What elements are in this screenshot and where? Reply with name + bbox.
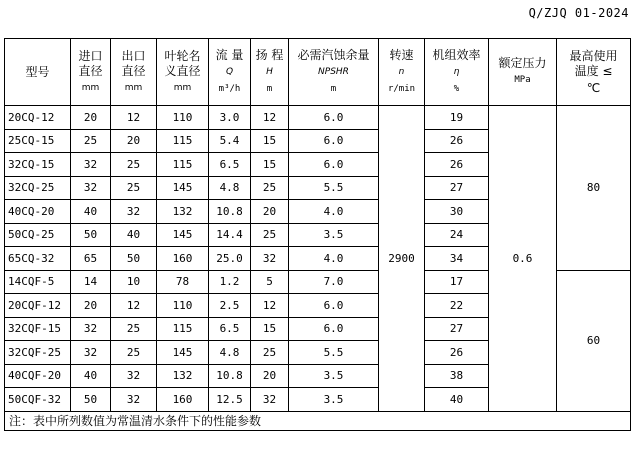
impeller-cell: 132	[157, 364, 209, 388]
inlet-cell: 32	[71, 317, 111, 341]
inlet-cell: 40	[71, 200, 111, 224]
head-cell: 5	[251, 270, 289, 294]
head-cell: 20	[251, 364, 289, 388]
efficiency-cell: 40	[425, 388, 489, 412]
header-pressure: 额定压力 MPa	[489, 39, 557, 106]
inlet-cell: 14	[71, 270, 111, 294]
header-model: 型号	[5, 39, 71, 106]
head-cell: 15	[251, 317, 289, 341]
outlet-cell: 25	[111, 176, 157, 200]
impeller-cell: 145	[157, 223, 209, 247]
npsh-cell: 4.0	[289, 247, 379, 271]
npsh-cell: 6.0	[289, 106, 379, 130]
outlet-cell: 25	[111, 153, 157, 177]
impeller-cell: 115	[157, 153, 209, 177]
head-cell: 25	[251, 176, 289, 200]
inlet-cell: 50	[71, 223, 111, 247]
efficiency-cell: 26	[425, 341, 489, 365]
header-speed: 转速 n r/min	[379, 39, 425, 106]
npsh-cell: 7.0	[289, 270, 379, 294]
impeller-cell: 145	[157, 176, 209, 200]
model-cell: 25CQ-15	[5, 129, 71, 153]
outlet-cell: 20	[111, 129, 157, 153]
head-cell: 25	[251, 341, 289, 365]
inlet-cell: 32	[71, 153, 111, 177]
model-cell: 32CQ-15	[5, 153, 71, 177]
head-cell: 25	[251, 223, 289, 247]
inlet-cell: 65	[71, 247, 111, 271]
npsh-cell: 3.5	[289, 364, 379, 388]
npsh-cell: 5.5	[289, 176, 379, 200]
head-cell: 15	[251, 129, 289, 153]
flow-cell: 10.8	[209, 200, 251, 224]
footnote: 注：表中所列数值为常温清水条件下的性能参数	[5, 411, 631, 430]
npsh-cell: 6.0	[289, 317, 379, 341]
header-head: 扬 程 H m	[251, 39, 289, 106]
outlet-cell: 32	[111, 200, 157, 224]
outlet-cell: 25	[111, 317, 157, 341]
efficiency-cell: 19	[425, 106, 489, 130]
npsh-cell: 4.0	[289, 200, 379, 224]
flow-cell: 4.8	[209, 176, 251, 200]
model-cell: 14CQF-5	[5, 270, 71, 294]
flow-cell: 4.8	[209, 341, 251, 365]
npsh-cell: 5.5	[289, 341, 379, 365]
header-inlet: 进口 直径 mm	[71, 39, 111, 106]
flow-cell: 6.5	[209, 317, 251, 341]
header-impeller: 叶轮名 义直径 mm	[157, 39, 209, 106]
npsh-cell: 3.5	[289, 223, 379, 247]
header-temperature: 最高使用 温度 ≤ ℃	[557, 39, 631, 106]
head-cell: 20	[251, 200, 289, 224]
temperature-cq-cell: 80	[557, 106, 631, 271]
efficiency-cell: 38	[425, 364, 489, 388]
flow-cell: 14.4	[209, 223, 251, 247]
impeller-cell: 160	[157, 247, 209, 271]
efficiency-cell: 26	[425, 129, 489, 153]
flow-cell: 6.5	[209, 153, 251, 177]
impeller-cell: 110	[157, 106, 209, 130]
header-outlet: 出口 直径 mm	[111, 39, 157, 106]
model-cell: 65CQ-32	[5, 247, 71, 271]
inlet-cell: 32	[71, 341, 111, 365]
model-cell: 40CQ-20	[5, 200, 71, 224]
temperature-cqf-cell: 60	[557, 270, 631, 411]
table-row	[5, 106, 631, 130]
impeller-cell: 145	[157, 341, 209, 365]
flow-cell: 12.5	[209, 388, 251, 412]
model-cell: 32CQ-25	[5, 176, 71, 200]
npsh-cell: 3.5	[289, 388, 379, 412]
efficiency-cell: 30	[425, 200, 489, 224]
efficiency-cell: 27	[425, 317, 489, 341]
efficiency-cell: 27	[425, 176, 489, 200]
header-row	[5, 39, 631, 106]
efficiency-cell: 17	[425, 270, 489, 294]
model-cell: 20CQF-12	[5, 294, 71, 318]
inlet-cell: 20	[71, 294, 111, 318]
flow-cell: 2.5	[209, 294, 251, 318]
npsh-cell: 6.0	[289, 129, 379, 153]
outlet-cell: 12	[111, 106, 157, 130]
model-cell: 32CQF-15	[5, 317, 71, 341]
flow-cell: 1.2	[209, 270, 251, 294]
model-cell: 50CQF-32	[5, 388, 71, 412]
model-cell: 20CQ-12	[5, 106, 71, 130]
impeller-cell: 78	[157, 270, 209, 294]
model-cell: 50CQ-25	[5, 223, 71, 247]
efficiency-cell: 26	[425, 153, 489, 177]
head-cell: 12	[251, 294, 289, 318]
outlet-cell: 50	[111, 247, 157, 271]
efficiency-cell: 24	[425, 223, 489, 247]
pump-performance-table	[4, 38, 631, 431]
header-npsh: 必需汽蚀余量 NPSHR m	[289, 39, 379, 106]
outlet-cell: 12	[111, 294, 157, 318]
header-flow: 流 量 Q m³/h	[209, 39, 251, 106]
document-code: Q/ZJQ 01-2024	[528, 6, 629, 20]
impeller-cell: 115	[157, 317, 209, 341]
footnote-row	[5, 411, 631, 430]
impeller-cell: 160	[157, 388, 209, 412]
outlet-cell: 10	[111, 270, 157, 294]
outlet-cell: 32	[111, 364, 157, 388]
efficiency-cell: 22	[425, 294, 489, 318]
outlet-cell: 32	[111, 388, 157, 412]
head-cell: 32	[251, 247, 289, 271]
outlet-cell: 40	[111, 223, 157, 247]
outlet-cell: 25	[111, 341, 157, 365]
efficiency-cell: 34	[425, 247, 489, 271]
npsh-cell: 6.0	[289, 294, 379, 318]
inlet-cell: 32	[71, 176, 111, 200]
flow-cell: 10.8	[209, 364, 251, 388]
head-cell: 12	[251, 106, 289, 130]
flow-cell: 5.4	[209, 129, 251, 153]
impeller-cell: 115	[157, 129, 209, 153]
speed-merged-cell: 2900	[379, 106, 425, 412]
impeller-cell: 110	[157, 294, 209, 318]
inlet-cell: 25	[71, 129, 111, 153]
inlet-cell: 50	[71, 388, 111, 412]
flow-cell: 25.0	[209, 247, 251, 271]
model-cell: 40CQF-20	[5, 364, 71, 388]
model-cell: 32CQF-25	[5, 341, 71, 365]
npsh-cell: 6.0	[289, 153, 379, 177]
head-cell: 15	[251, 153, 289, 177]
pressure-merged-cell: 0.6	[489, 106, 557, 412]
impeller-cell: 132	[157, 200, 209, 224]
inlet-cell: 40	[71, 364, 111, 388]
flow-cell: 3.0	[209, 106, 251, 130]
inlet-cell: 20	[71, 106, 111, 130]
header-efficiency: 机组效率 η %	[425, 39, 489, 106]
head-cell: 32	[251, 388, 289, 412]
